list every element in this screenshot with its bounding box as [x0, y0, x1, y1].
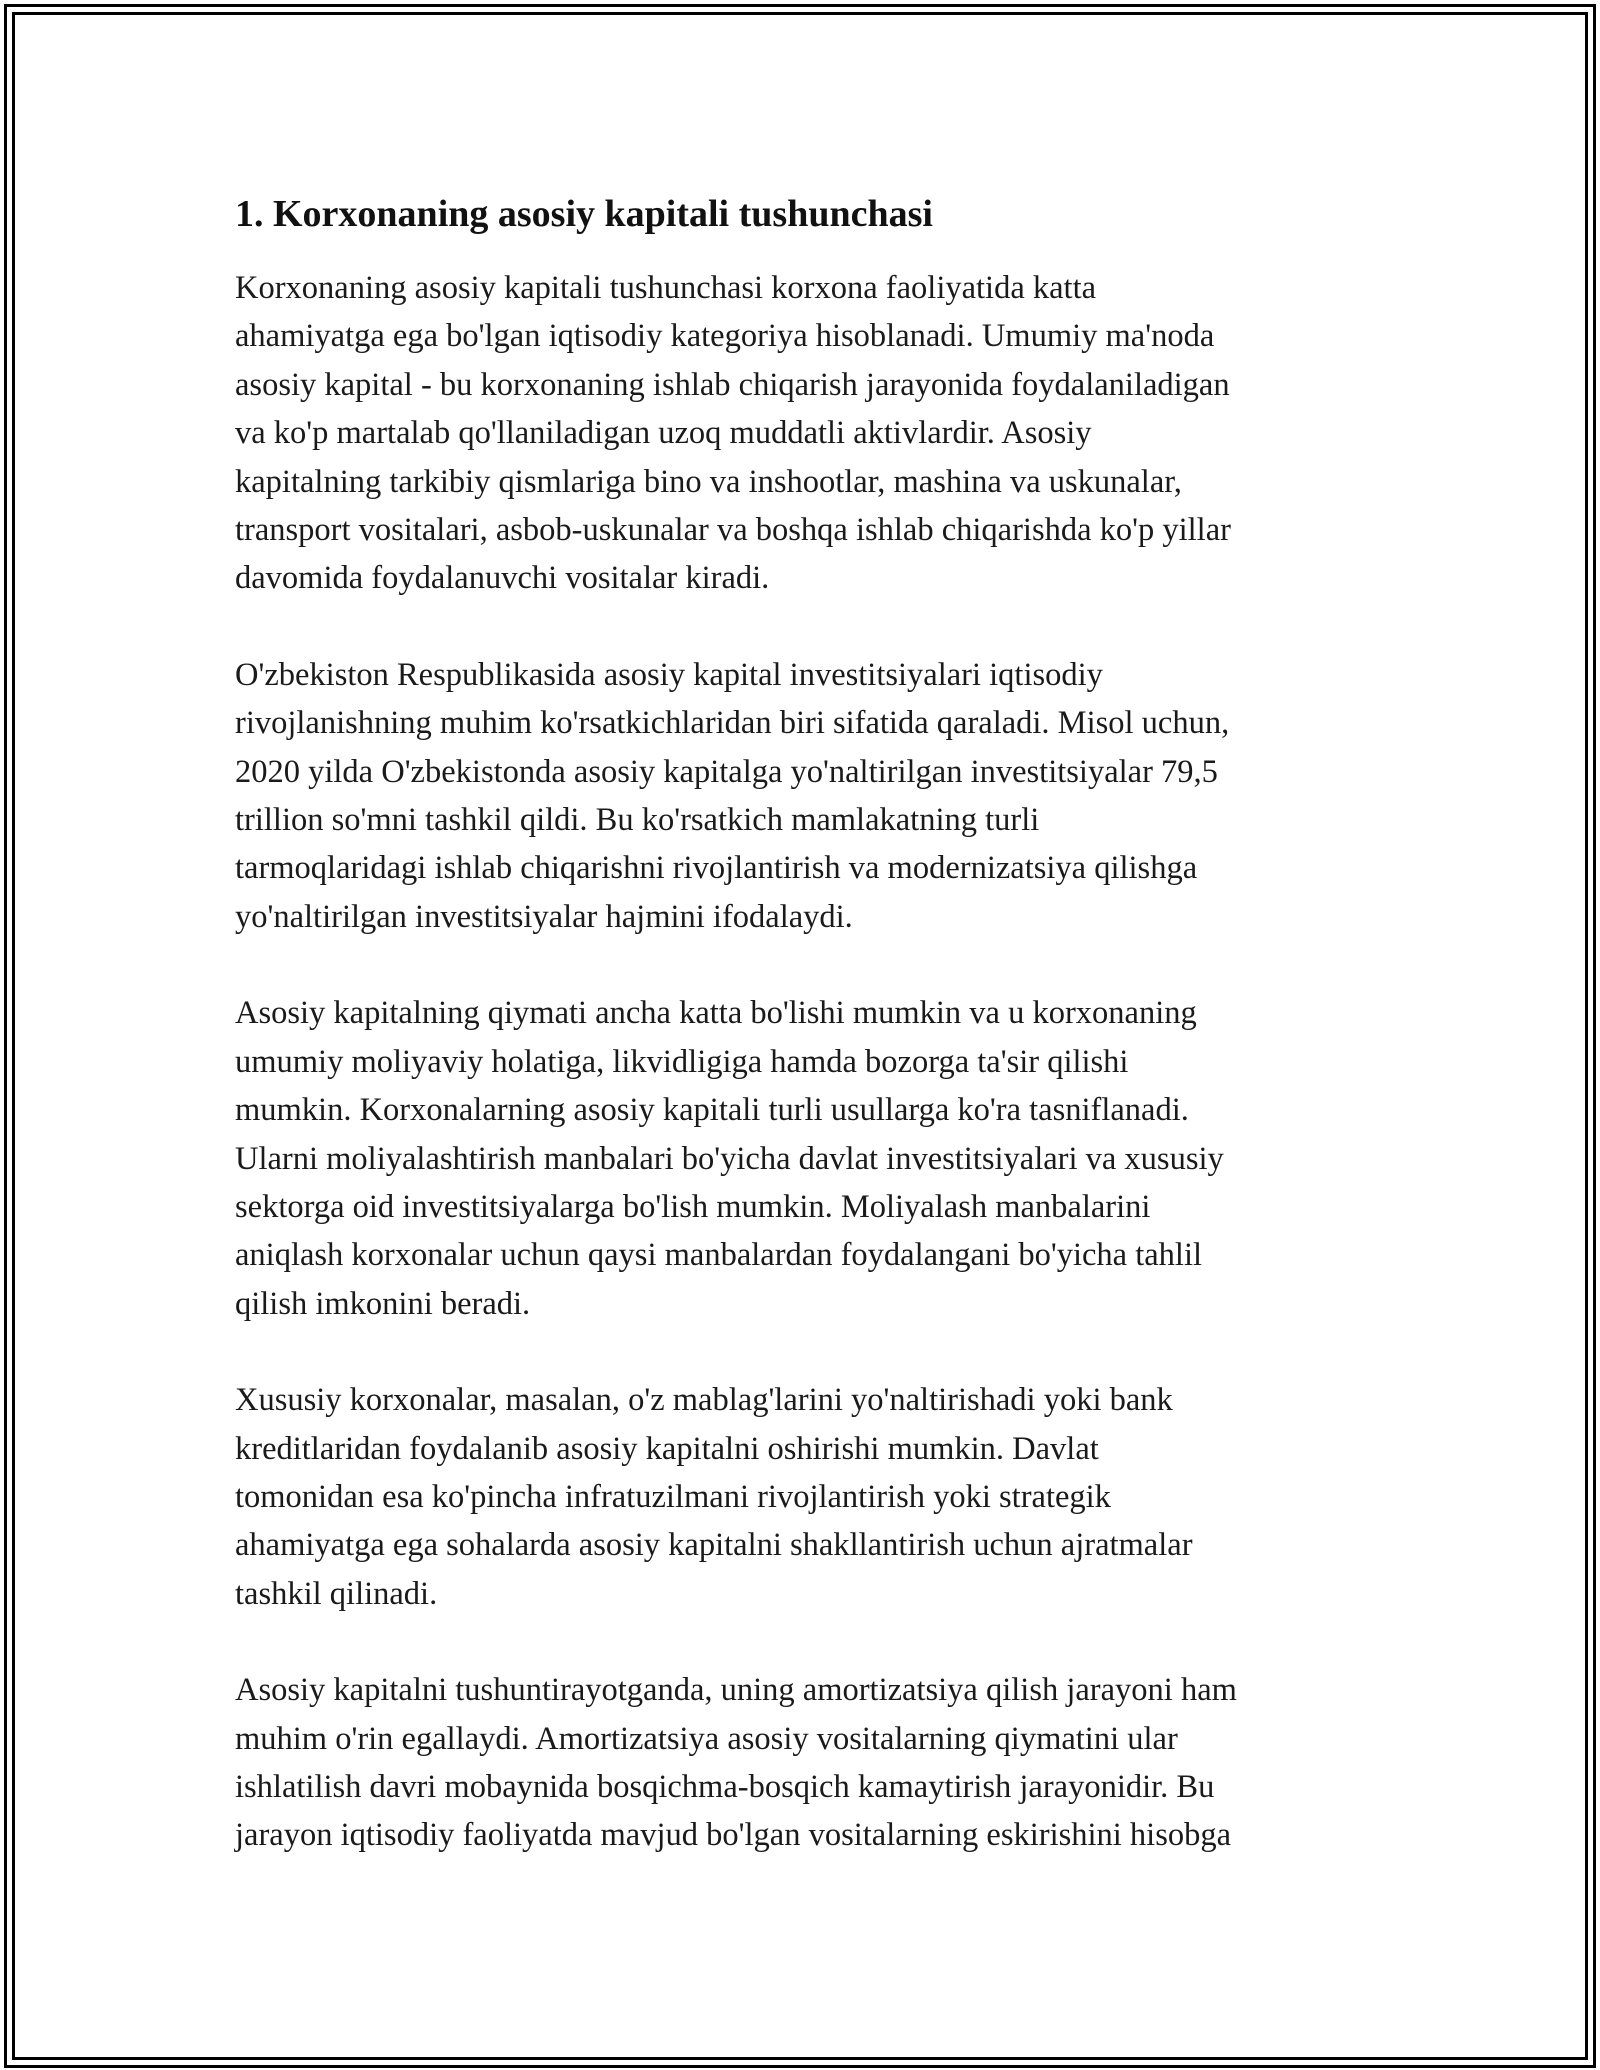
text-line: mumkin. Korxonalarning asosiy kapitali turli usullarga ko'ra tasniflanadi.	[235, 1092, 1189, 1129]
text-line: muhim o'rin egallaydi. Amortizatsiya asosiy vositalarning qiymatini ular	[235, 1720, 1178, 1757]
text-line: rivojlanishning muhim ko'rsatkichlaridan biri sifatida qaraladi. Misol uchun,	[235, 705, 1230, 742]
text-line: asosiy kapital - bu korxonaning ishlab chiqarish jarayonida foydalaniladigan	[235, 366, 1230, 403]
text-line: Ularni moliyalashtirish manbalari bo'yicha davlat investitsiyalari va xususiy	[235, 1140, 1224, 1177]
paragraph-5	[235, 1666, 1375, 1860]
section-heading: 1. Korxonaning asosiy kapitali tushunchasi	[235, 193, 933, 235]
text-line: sektorga oid investitsiyalarga bo'lish mumkin. Moliyalash manbalarini	[235, 1188, 1151, 1225]
text-line: O'zbekiston Respublikasida asosiy kapital investitsiyalari iqtisodiy	[235, 656, 1103, 693]
text-line: tarmoqlaridagi ishlab chiqarishni rivojlantirish va modernizatsiya qilishga	[235, 850, 1198, 887]
text-line: jarayon iqtisodiy faoliyatda mavjud bo'lgan vositalarning eskirishini hisobga	[235, 1817, 1232, 1854]
text-line: davomida foydalanuvchi vositalar kiradi.	[235, 560, 770, 597]
text-line: va ko'p martalab qo'llaniladigan uzoq muddatli aktivlardir. Asosiy	[235, 415, 1092, 452]
text-line: aniqlash korxonalar uchun qaysi manbalardan foydalangani bo'yicha tahlil	[235, 1237, 1203, 1274]
text-line: Asosiy kapitalning qiymati ancha katta bo'lishi mumkin va u korxonaning	[235, 995, 1197, 1032]
paragraph-3	[235, 989, 1375, 1328]
text-line: tomonidan esa ko'pincha infratuzilmani rivojlantirish yoki strategik	[235, 1478, 1111, 1515]
text-line: kapitalning tarkibiy qismlariga bino va inshootlar, mashina va uskunalar,	[235, 463, 1182, 500]
text-line: ahamiyatga ega sohalarda asosiy kapitalni shakllantirish uchun ajratmalar	[235, 1527, 1193, 1564]
text-line: ahamiyatga ega bo'lgan iqtisodiy kategoriya hisoblanadi. Umumiy ma'noda	[235, 318, 1215, 355]
paragraph-2	[235, 651, 1375, 941]
document-body	[235, 186, 1375, 1908]
text-line: Korxonaning asosiy kapitali tushunchasi korxona faoliyatida katta	[235, 270, 1097, 306]
text-line: Xususiy korxonalar, masalan, o'z mablag'larini yo'naltirishadi yoki bank	[235, 1382, 1173, 1419]
text-line: ishlatilish davri mobaynida bosqichma-bosqich kamaytirish jarayonidir. Bu	[235, 1768, 1215, 1805]
text-line: Asosiy kapitalni tushuntirayotganda, uning amortizatsiya qilish jarayoni ham	[235, 1672, 1237, 1709]
text-line: yo'naltirilgan investitsiyalar hajmini ifodalaydi.	[235, 898, 853, 935]
paragraph-1	[235, 264, 1375, 603]
text-line: qilish imkonini beradi.	[235, 1285, 531, 1322]
text-line: umumiy moliyaviy holatiga, likvidligiga hamda bozorga ta'sir qilishi	[235, 1043, 1129, 1080]
text-line: kreditlaridan foydalanib asosiy kapitalni oshirishi mumkin. Davlat	[235, 1430, 1099, 1467]
paragraph-4	[235, 1376, 1375, 1618]
text-line: trillion so'mni tashkil qildi. Bu ko'rsatkich mamlakatning turli	[235, 802, 1040, 839]
text-line: tashkil qilinadi.	[235, 1575, 438, 1612]
text-line: 2020 yilda O'zbekistonda asosiy kapitalga yo'naltirilgan investitsiyalar 79,5	[235, 753, 1218, 790]
text-line: transport vositalari, asbob-uskunalar va boshqa ishlab chiqarishda ko'p yillar	[235, 512, 1231, 549]
